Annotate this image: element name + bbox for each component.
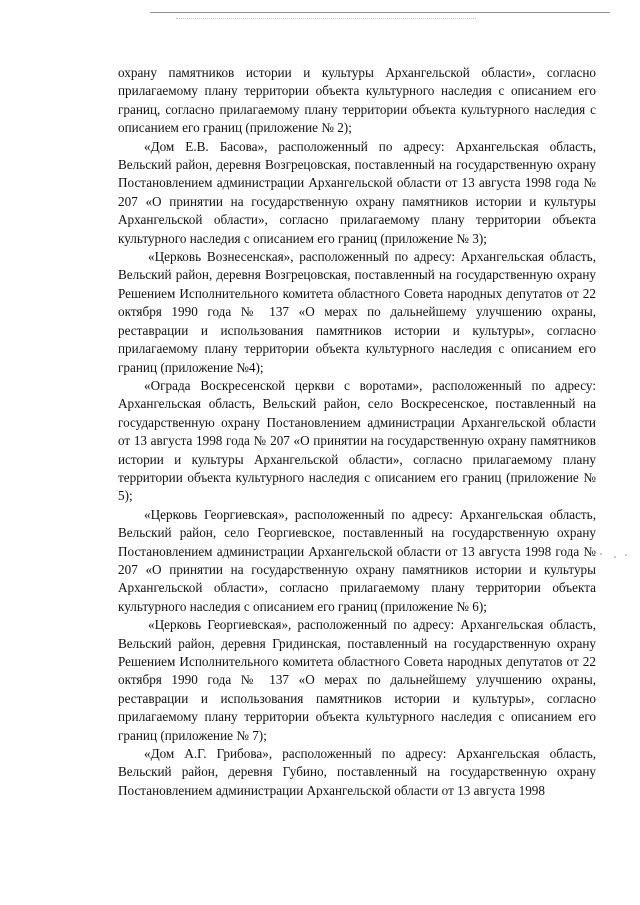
scan-top-rule bbox=[150, 12, 610, 13]
paragraph-ograda-voskresenskoy-tserkvi: «Ограда Воскресенской церкви с воротами», расположенный по адресу: Архангельская область, Вельский район, село Воскресенское, поставленный на государственную охрану Постановлением администрации Архангельской области от 13 августа 1998 года № 207 «О принятии на государственную охрану памятников истории и культуры Архангельской области», согласно прилагаемому плану территории объекта культурного наследия с описанием его границ (приложение № 5); bbox=[118, 377, 596, 504]
paragraph-tserkov-georgievskaya-selo: «Церковь Георгиевская», расположенный по адресу: Архангельская область, Вельский район, село Георгиевское, поставленный на государственную охрану Постановлением администрации Архангельской области от 13 августа 1998 года № 207 «О принятии на государственную охрану памятников истории и культуры Архангельской области», согласно прилагаемому плану территории объекта культурного наследия с описанием его границ (приложение № 6); bbox=[118, 506, 596, 614]
paragraph-tserkov-voznesenskaya: «Церковь Вознесенская», расположенный по адресу: Архангельская область, Вельский район, деревня Возгрецовская, поставленный на государственную охрану Решением Исполнительного комитета областного Совета народных депутатов от 22 октября 1990 года № 137 «О мерах по дальнейшему улучшению охраны, реставрации и использования памятников истории и культуры», согласно прилагаемому плану территории объекта культурного наследия с описанием его границ (приложение №4); bbox=[118, 249, 596, 375]
scan-speck bbox=[600, 553, 602, 555]
paragraph-dom-gribova: «Дом А.Г. Грибова», расположенный по адресу: Архангельская область, Вельский район, деревня Губино, поставленный на государственную охрану Постановлением администрации Архангельской области от 13 августа 1998 bbox=[118, 746, 596, 798]
paragraph-continuation: охрану памятников истории и культуры Архангельской области», согласно прилагаемому плану территории объекта культурного наследия с описанием его границ, согласно прилагаемому плану территории объекта культурного наследия с описанием его границ (приложение № 2); bbox=[118, 65, 596, 136]
paragraph-dom-basova: «Дом Е.В. Басова», расположенный по адресу: Архангельская область, Вельский район, деревня Возгрецовская, поставленный на государственную охрану Постановлением администрации Архангельской области от 13 августа 1998 года № 207 «О принятии на государственную охрану памятников истории и культуры Архангельской области», согласно прилагаемому плану территории объекта культурного наследия с описанием его границ (приложение № 3); bbox=[118, 138, 596, 246]
scan-speck bbox=[614, 556, 616, 558]
paragraph-tserkov-georgievskaya-derevnya: «Церковь Георгиевская», расположенный по адресу: Архангельская область, Вельский район, деревня Гридинская, поставленный на государственную охрану Решением Исполнительного комитета областного Совета народных депутатов от 22 октября 1990 года № 137 «О мерах по дальнейшему улучшению охраны, реставрации и использования памятников истории и культуры», согласно прилагаемому плану территории объекта культурного наследия с описанием его границ (приложение № 7); bbox=[118, 617, 596, 743]
scan-top-rule-faint bbox=[176, 18, 476, 19]
scan-speck bbox=[625, 554, 627, 556]
document-body bbox=[118, 64, 596, 800]
